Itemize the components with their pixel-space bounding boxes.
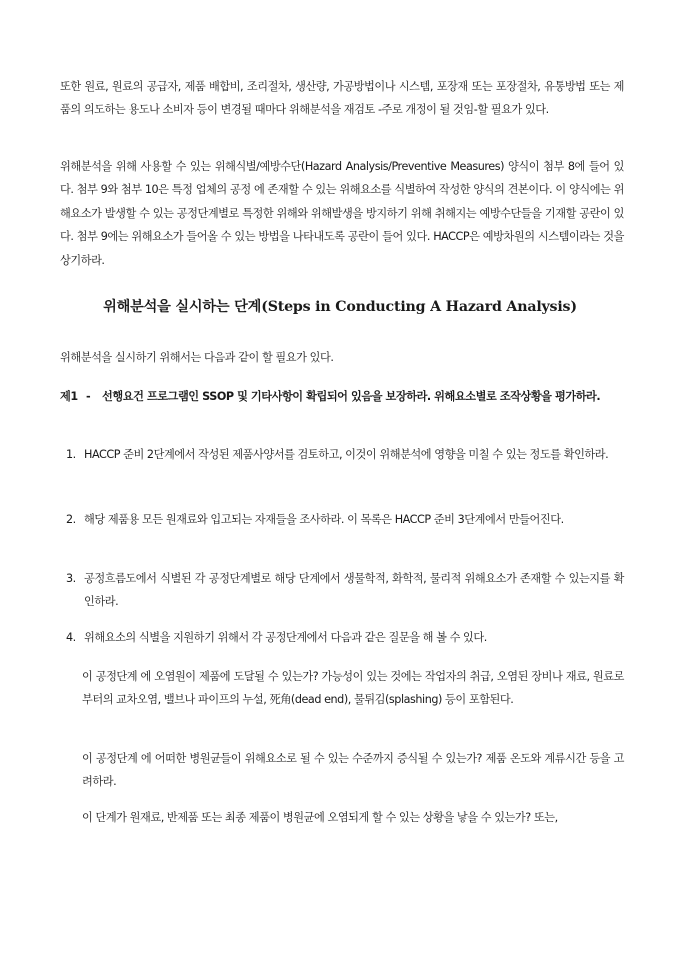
list-item-text: 공정흐름도에서 식별된 각 공정단계별로 해당 단계에서 생물학적, 화학적, 물리적 위해요소가 존재할 수 있는지를 확인하라. — [84, 572, 624, 609]
step-text: 선행요건 프로그램인 SSOP 및 기타사항이 확립되어 있음을 보장하라. 위해요소별로 조작상황을 평가하라. — [102, 390, 601, 403]
question-paragraph: 이 공정단계 에 오염원이 제품에 도달될 수 있는가? 가능성이 있는 것에는 작업자의 취급, 오염된 장비나 재료, 원료로부터의 교차오염, 밸브나 파이프의 누설, 死角(dead end), 물튀김(splashing) 등이 포함된다. — [82, 670, 624, 707]
step-number: 제1 — [60, 390, 78, 403]
intro-text: 위해분석을 실시하기 위해서는 다음과 같이 할 필요가 있다. — [60, 351, 334, 364]
list-item-text: HACCP 준비 2단계에서 작성된 제품사양서를 검토하고, 이것이 위해분석에 영향을 미칠 수 있는 정도를 확인하라. — [84, 448, 609, 461]
list-item — [66, 443, 624, 466]
list-item — [66, 508, 624, 531]
list-item-text: 해당 제품용 모든 원재료와 입고되는 자재들을 조사하라. 이 목록은 HACCP 준비 3단계에서 만들어진다. — [84, 513, 564, 526]
section-title: 위해분석을 실시하는 단계(Steps in Conducting A Hazard Analysis) — [103, 299, 577, 315]
step-1-heading — [60, 385, 630, 408]
paragraph-review-changes: 또한 원료, 원료의 공급자, 제품 배합비, 조리절차, 생산량, 가공방법이나 시스템, 포장재 또는 포장절차, 유통방법 또는 제품의 의도하는 용도나 소비자 등이 변경될 때마다 위해분석을 재검토 -주로 개정이 될 것임-할 필요가 있다. — [60, 80, 624, 117]
question-paragraph: 이 단계가 원재료, 반제품 또는 최종 제품이 병원균에 오염되게 할 수 있는 상황을 낳을 수 있는가? 또는, — [82, 811, 558, 824]
list-item — [66, 626, 624, 649]
paragraph-hazard-form: 위해분석을 위해 사용할 수 있는 위해식별/예방수단(Hazard Analysis/Preventive Measures) 양식이 첨부 8에 들어 있다. 첨부 9와 첨부 10은 특정 업체의 공정 에 존재할 수 있는 위해요소를 식별하여 작성한 양식의 견본이다. 이 양식에는 위해요소가 발생할 수 있는 공정단계별로 특정한 위해와 위해발생을 방지하기 위해 취해지는 예방수단들을 기재할 공란이 있다. 첨부 9에는 위해요소가 들어올 수 있는 방법을 나타내도록 공란이 들어 있다. HACCP은 예방차원의 시스템이라는 것을 상기하라. — [60, 160, 624, 267]
list-item-number: 4. — [66, 631, 76, 644]
list-item-number: 3. — [66, 572, 76, 585]
list-item-text: 위해요소의 식별을 지원하기 위해서 각 공정단계에서 다음과 같은 질문을 해 볼 수 있다. — [84, 631, 487, 644]
list-item — [66, 567, 624, 614]
step-dash: - — [86, 390, 91, 403]
list-item-number: 1. — [66, 448, 76, 461]
list-item-number: 2. — [66, 513, 76, 526]
question-paragraph: 이 공정단계 에 어떠한 병원균들이 위해요소로 될 수 있는 수준까지 증식될 수 있는가? 제품 온도와 계류시간 등을 고려하라. — [82, 752, 624, 789]
